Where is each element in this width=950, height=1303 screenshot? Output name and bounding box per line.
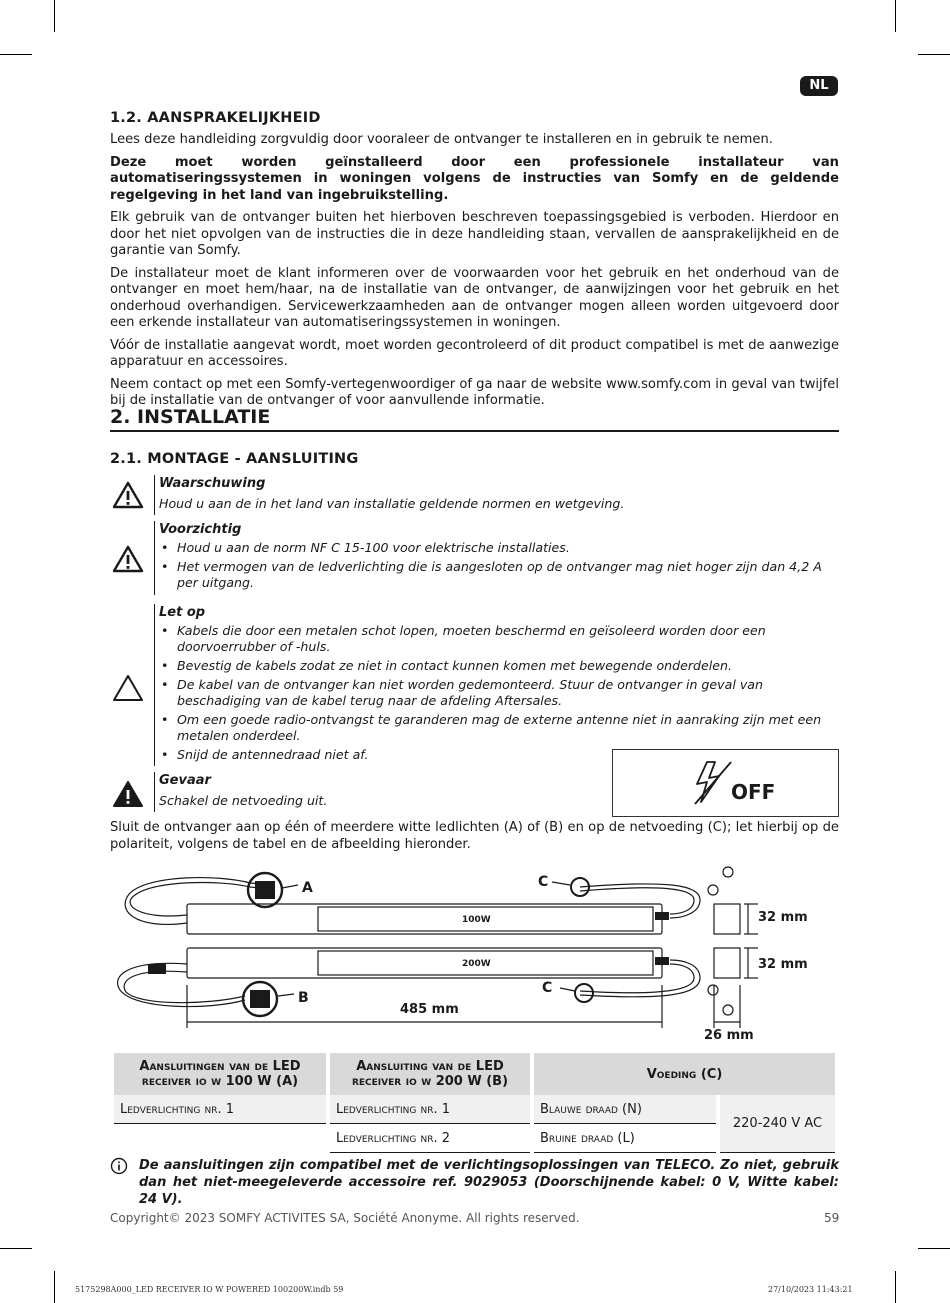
section-installation — [110, 406, 839, 432]
table-cell: Ledverlichting nr. 1 — [114, 1095, 326, 1124]
caution-icon — [110, 545, 146, 577]
crop-mark — [918, 1248, 950, 1249]
info-text: De aansluitingen zijn compatibel met de verlichtingsoplossingen van TELECO. Zo niet, gebruik dan het niet-meegeleverde accessoire ref. 9029053 (Doorschijnende kabel: 0 V, Witte kabel: 24 V). — [139, 1158, 839, 1207]
notice-title: Gevaar — [159, 773, 211, 788]
notice-title: Voorzichtig — [159, 522, 242, 537]
unit-label-100w: 100W — [462, 915, 491, 925]
power-off-box — [612, 749, 839, 817]
notice-caution — [110, 521, 839, 596]
footer-copyright: Copyright© 2023 SOMFY ACTIVITES SA, Société Anonyme. All rights reserved. — [110, 1211, 580, 1225]
dimension-depth: 26 mm — [704, 1028, 754, 1043]
table-cell: Blauwe draad (N) — [534, 1095, 716, 1124]
list-item: • Snijd de antennedraad niet af. — [159, 747, 617, 763]
list-item: • De kabel van de ontvanger kan niet worden gedemonteerd. Stuur de ontvanger in geval van beschadiging van de kabel terug naar de afdeling Aftersales. — [159, 677, 839, 709]
paragraph-bold: Deze moet worden geïnstalleerd door een professionele installateur van automatiseringssystemen in woningen volgens de instructies van Somfy en de geldende regelgeving in het land van ingebruikstelling. — [110, 154, 839, 203]
dimension-height-bottom: 32 mm — [758, 957, 808, 972]
paragraph: Lees deze handleiding zorgvuldig door vooraleer de ontvanger te installeren en in gebruik te nemen. — [110, 132, 773, 147]
notice-attention — [110, 604, 839, 768]
table-row — [114, 1095, 835, 1124]
section-liability — [110, 110, 839, 416]
label-a: A — [302, 880, 313, 896]
list-item: • Om een goede radio-ontvangst te garanderen mag de externe antenne niet in aanraking zijn met een metalen onderdeel. — [159, 712, 839, 744]
label-c-top: C — [538, 874, 549, 890]
notice-text: Houd u aan de in het land van installatie geldende normen en wetgeving. — [159, 496, 625, 511]
section-heading: 2.1. MONTAGE - AANSLUITING — [110, 451, 359, 467]
notice-text: Schakel de netvoeding uit. — [159, 793, 328, 808]
unit-label-200w: 200W — [462, 959, 491, 969]
table-cell: Ledverlichting nr. 1 — [330, 1095, 530, 1124]
table-header: Aansluitingen van de LED receiver io w 100 W (A) — [114, 1053, 326, 1095]
list-item: • Kabels die door een metalen schot lopen, moeten beschermd en geïsoleerd worden door een doorvoerrubber of -huls. — [159, 623, 839, 655]
notice-title: Waarschuwing — [159, 476, 266, 491]
connection-table — [110, 1053, 839, 1153]
wiring-diagram — [110, 860, 839, 1045]
list-item: • Bevestig de kabels zodat ze niet in contact kunnen komen met bewegende onderdelen. — [159, 658, 839, 674]
crop-mark — [0, 54, 32, 55]
table-cell: Bruine draad (L) — [534, 1124, 716, 1153]
table-header: Voeding (C) — [534, 1053, 835, 1095]
crop-mark — [54, 0, 55, 32]
notice-warning — [110, 475, 839, 517]
section-mounting — [110, 451, 839, 473]
print-slug-left: 5175298A000_LED RECEIVER IO W POWERED 100200W.indb 59 — [75, 1285, 344, 1294]
paragraph: Neem contact op met een Somfy-vertegenwoordiger of ga naar de website www.somfy.com in geval van twijfel bij de installatie van de ontvanger of voor aanvullende informatie. — [110, 376, 839, 408]
connect-instructions — [110, 820, 839, 859]
crop-mark — [54, 1271, 55, 1303]
crop-mark — [918, 54, 950, 55]
warning-filled-icon — [110, 481, 146, 513]
crop-mark — [895, 0, 896, 32]
table-header: Aansluiting van de LED receiver io w 200 W (B) — [330, 1053, 530, 1095]
crop-mark — [0, 1248, 32, 1249]
dimension-length: 485 mm — [400, 1002, 459, 1017]
label-c-bottom: C — [542, 980, 553, 996]
list-item: • Het vermogen van de ledverlichting die is aangesloten op de ontvanger mag niet hoger zijn dan 4,2 A per uitgang. — [159, 559, 839, 591]
info-icon — [110, 1157, 128, 1179]
receiver-200w — [187, 948, 662, 978]
receiver-100w — [187, 904, 662, 934]
section-heading: 1.2. AANSPRAKELIJKHEID — [110, 110, 321, 126]
language-badge: NL — [800, 76, 838, 96]
table-cell: Ledverlichting nr. 2 — [330, 1124, 530, 1153]
voltage-cell: 220-240 V AC — [720, 1095, 835, 1153]
page-number: 59 — [824, 1211, 840, 1225]
notice-title: Let op — [159, 605, 206, 620]
dimension-height-top: 32 mm — [758, 910, 808, 925]
label-b: B — [298, 990, 309, 1006]
danger-filled-icon — [110, 780, 146, 812]
off-label: OFF — [731, 780, 776, 804]
attention-outline-icon — [110, 674, 146, 706]
list-item: • Houd u aan de norm NF C 15-100 voor elektrische installaties. — [159, 540, 839, 556]
crop-mark — [895, 1271, 896, 1303]
lightning-off-icon — [693, 758, 733, 808]
paragraph: Vóór de installatie aangevat wordt, moet worden gecontroleerd of dit product compatibel is met de aanwezige apparatuur en accessoires. — [110, 337, 839, 369]
paragraph: De installateur moet de klant informeren over de voorwaarden voor het gebruik en het onderhoud van de ontvanger en moet hem/haar, na de installatie van de ontvanger, de aanwijzingen voor het gebruik en het onderhoud overhandigen. Servicewerkzaamheden aan de ontvanger mogen alleen worden uitgevoerd door een erkende installateur van automatiseringssystemen in woningen. — [110, 265, 839, 330]
paragraph: Sluit de ontvanger aan op één of meerdere witte ledlichten (A) of (B) en op de netvoeding (C); let hierbij op de polariteit, volgens de tabel en de afbeelding hieronder. — [110, 820, 839, 852]
print-slug-right: 27/10/2023 11:43:21 — [768, 1285, 853, 1294]
paragraph: Elk gebruik van de ontvanger buiten het hierboven beschreven toepassingsgebied is verboden. Hierdoor en door het niet opvolgen van de instructies die in deze handleiding staan, vervallen de aansprakelijkheid en de garantie van Somfy. — [110, 210, 839, 258]
table-cell — [114, 1124, 326, 1153]
chapter-heading: 2. INSTALLATIE — [110, 406, 839, 432]
